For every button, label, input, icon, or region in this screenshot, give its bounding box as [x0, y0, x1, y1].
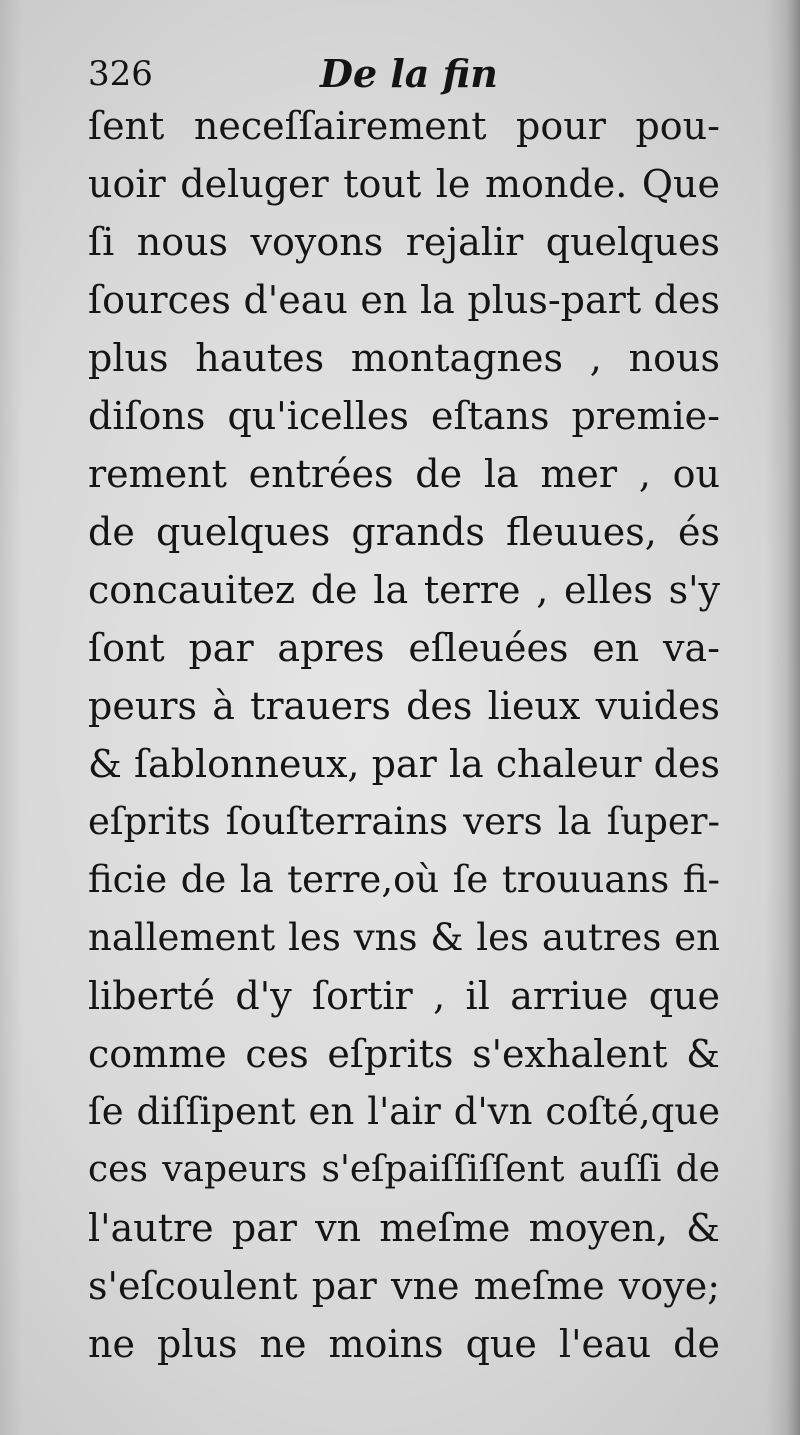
text-line: ſi nous voyons rejalir quelques [88, 220, 720, 264]
text-line: liberté d'y ſortir , il arriue que [88, 974, 720, 1018]
page-header [88, 44, 728, 104]
text-line: comme ces eſprits s'exhalent & [88, 1032, 720, 1076]
text-line: ficie de la terre,où ſe trouuans fi- [88, 858, 720, 901]
text-line: ſe diſſipent en l'air d'vn coſté,que [88, 1090, 720, 1133]
page-right-shadow [766, 0, 800, 1435]
page-number: 326 [88, 54, 153, 94]
text-line: peurs à trauers des lieux vuides [88, 684, 720, 728]
text-line: ne plus ne moins que l'eau de [88, 1322, 720, 1366]
text-line: ſent neceſſairement pour pou- [88, 104, 720, 148]
text-line: ces vapeurs s'eſpaiſſiſſent auſſi de [88, 1149, 720, 1190]
text-line: de quelques grands fleuues, és [88, 510, 720, 554]
text-line: plus hautes montagnes , nous [88, 336, 720, 380]
text-line: & ſablonneux, par la chaleur des [88, 742, 720, 786]
text-line: concauitez de la terre , elles s'y [88, 568, 720, 612]
text-line: l'autre par vn meſme moyen, & [88, 1206, 720, 1250]
running-title: De la fin [320, 51, 498, 96]
text-line: ſources d'eau en la plus-part des [88, 278, 720, 322]
body-text [88, 97, 720, 1373]
text-line: eſprits ſouſterrains vers la ſuper- [88, 800, 720, 843]
text-line: ſont par apres eſleuées en va- [88, 626, 720, 670]
text-line: s'eſcoulent par vne meſme voye; [88, 1264, 720, 1308]
text-line: diſons qu'icelles eſtans premie- [88, 394, 720, 438]
text-line: nallement les vns & les autres en [88, 916, 720, 959]
text-line: uoir deluger tout le monde. Que [88, 162, 720, 206]
text-line: rement entrées de la mer , ou [88, 452, 720, 496]
page-left-shadow [0, 0, 22, 1435]
